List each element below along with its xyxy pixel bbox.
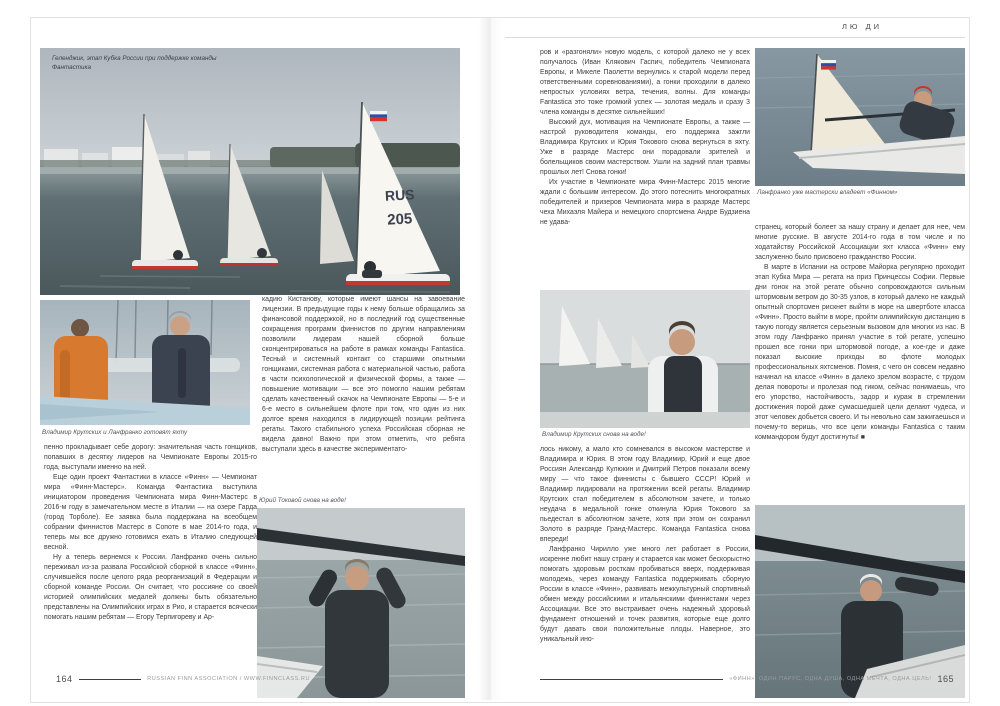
boat-prep-caption: Владимир Крутских и Ланфранко готовят яхту: [42, 429, 188, 436]
right-footer-text: «ФИНН»: ОДИН ПАРУС, ОДНА ДУША, ОДНА МЕЧТА, ОДНА ЦЕЛЬ!: [729, 676, 932, 682]
paragraph: Еще один проект Фантастики в классе «Финн» — Чемпионат мира «Финн-Мастерс». Команда Фантастика выступила инициатором проведения Чемпионата мира Финн-Мастерс в 2016-м году в замечательном месте в Италии — на озере Гарда (город Торболе). Ее заявка была поддержана на всеобщем собрании финнистов Мастерс в Сопоте в мае 2014-го года, и теперь мы все дружно готовимся ехать в Италию следующей весной.: [44, 474, 257, 551]
photo-vladimir-krutskikh: [540, 290, 750, 428]
photo-boat-preparation: [40, 300, 250, 425]
vladimir-photo-caption: Владимир Крутских снова на воде!: [542, 431, 646, 438]
photo-yuri-tokovoy: [257, 508, 465, 698]
photo-lanfranco-sailing: [755, 48, 965, 186]
right-column2: [755, 223, 965, 499]
footer-rule-right: [540, 679, 723, 680]
right-page-number: 165: [937, 674, 954, 684]
left-column-b: [262, 295, 465, 494]
section-header: ЛЮ ДИ: [842, 22, 883, 31]
paragraph: странец, который болеет за нашу страну и делает для нее, чем многие русские. В августе 2014-го года в том числе и по ходатайству Российской Ассоциации яхт класса «Финн» ему заслуженно было присвоено гражданство России.: [755, 224, 965, 261]
russian-flag: [370, 111, 387, 121]
left-page-number: 164: [56, 674, 73, 684]
photo-regatta-gelendzhik: [40, 48, 460, 295]
left-page-footer: [56, 673, 310, 685]
sail-country-label: RUS: [384, 186, 415, 204]
paragraph: ров и «разгоняли» новую модель, с которой далеко не у всех получалось (Иван Клякович Гаспич, победитель Чемпионата Европы, и Микеле Паолетти вернулись к старой модели перед ответственными соревнованиями), а гонки проходили в далеко непростых условиях ветра, течения, волны. Для команды Fantastica это тоже громкий успех — золотая медаль и сразу 3 члена команды в десятке сильнейших!: [540, 49, 750, 116]
paragraph: Ланфранко Чирилло уже много лет работает в России, искренне любит нашу страну и старается как может бескорыстно помогать здоровым росткам пробиваться вверх, поддерживая молодежь, через команду Fantastica поддерживать сборную России в классе «Финн», развивать межкультурный спортивный обмен между российскими и итальянскими финнистами через Ассоциации. Все это выстраивает очень надежный здоровый фундамент отношений и точек развития, которые еще долго будут давать свои положительные плоды. Наверное, это уникальный ино-: [540, 546, 750, 643]
russian-flag-small: [821, 60, 836, 70]
paragraph: Их участие в Чемпионате мира Финн-Мастерс 2015 многие ждали с большим интересом. До этого потеснить многократных победителей и призеров Чемпионата мира в разряде Мастерс чеха Михаэля Майера и немецкого спортсмена Андре Будзиена не удава-: [540, 179, 750, 226]
center-fold: [478, 18, 504, 700]
paragraph: Ну а теперь вернемся к России. Ланфранко очень сильно переживал из-за развала Российской сборной в классе «Финн», случившейся после целого ряда реорганизаций в Федерации и сборной команде России. Он считает, что россияне со своей историей олимпийских медалей должны быть обязательно представлены на Олимпийских играх в Рио, и старается всячески помогать нашим ребятам — Егору Терпигореву и Ар-: [44, 554, 257, 621]
left-footer-text: RUSSIAN FINN ASSOCIATION / WWW.FINNCLASS.RU: [147, 676, 310, 682]
paragraph: пенно прокладывает себе дорогу: значительная часть гонщиков, попавших в десятку лидеров на Чемпионате Европы 2015-го года, выступали именно на ней.: [44, 444, 257, 471]
right-page-footer: [540, 673, 954, 685]
footer-rule: [79, 679, 142, 680]
paragraph: кадию Кистанову, которые имеют шансы на завоевание лицензии. В предыдущие годы к нему больше обращались за финансовой поддержкой, но в последний год существенные сокращения программ финнистов по другим направлениям позволили лидерам нашей сборной больше сконцентрироваться на работе в рамках команды Fantastica. Тесный и системный контакт со старшими опытными гонщиками, системная работа с материальной частью, работа в части психологической и физической формы, а также — повышение мотивации — все это помогло нашим ребятам сделать качественный скачок на Чемпионате Европы — 5-е и 6-е место в сильнейшем флоте при том, что один из них долгое время находился в лидирующей позиции рейтинга регаты. Такого стабильного успеха Российская сборная не видела давно! Важно при этом отметить, что ребята выступали здесь в качестве экспериментато-: [262, 296, 465, 453]
boat-edge: [540, 412, 750, 428]
right-column1-bottom: [540, 445, 750, 667]
paragraph: В марте в Испании на острове Майорка регулярно проходит этап Кубка Мира — регата на приз Принцессы Софии. Первые дни гонок на этой регате обычно сопровождаются сильным штормовым ветром до 30-35 узлов, в который далеко не каждый опытный спортсмен рискнет выйти в море на швертботе класса «Финн». Просто выйти в море, пройти олимпийскую дистанцию в такую погоду является серьезным вызовом для многих из нас. В этом году Ланфранко принял участие в той регате, успешно прошел все гонки при штормовой погоде, а кое-где и даже показал высокие приходы во флоте молодых профессиональных яхтсменов. Помня, с чего он совсем недавно начинал на классе «Финн» в далеко зрелом возрасте, с трудом делая повороты и пролезая под гиком, сейчас понимаешь, что его упорство, настойчивость, задор и кураж в стремлении достижения порой даже сумасшедшей цели делают чудеса, и этот человек добьется своего. И ты невольно сам зажигаешься и почему-то веришь, что все цели команды Fantastica с таким коммандором будут достигнуты! ■: [755, 264, 965, 441]
yuri-photo-caption: Юрий Токовой снова на воде!: [259, 497, 346, 504]
regatta-scene-illustration: [40, 48, 460, 295]
regatta-photo-caption: [52, 55, 342, 72]
left-column-a: [44, 443, 257, 665]
paragraph: лось никому, а мало кто сомневался в высоком мастерстве и Владимира и Юрия. В этом году Владимир, Юрий и еще двое Россиян Александр Кулюкин и Дмитрий Петров показали всему миру — что такое финнисты с бывшего СССР! Юрий и Владимир лидировали на протяжении всей регаты. Владимир Крутских стал победителем в абсолютном зачете, и только неудача в медальной гонке откинула Юрия Токового за пьедестал в абсолютном зачете, хотя при этом он сохранил Золото в разряде Гранд-Мастерс. Команда Fantastica снова впереди!: [540, 446, 750, 543]
regatta-caption-line1: Геленджик, этап Кубка России при поддержке команды: [52, 55, 217, 62]
lanfranco-photo-caption: Ланфранко уже мастерски владеет «Финном»: [757, 189, 898, 196]
right-column1-top: [540, 48, 750, 286]
regatta-caption-line2: Фантастика: [52, 63, 92, 71]
right-page-header-rule: [505, 37, 965, 38]
photo-sailor-white-cap: [755, 505, 965, 698]
sail-number-label: 205: [386, 210, 413, 229]
paragraph: Высокий дух, мотивация на Чемпионате Европы, а также — настрой руководителя команды, его поддержка зажгли Владимира Крутских и Юрия Токового снова вернуться в яхту. Уже в разряде Мастерс они порадовали зрителей и болельщиков своим мастерством. Ушли на задний план травмы прошлых лет! Снова гонки!: [540, 119, 750, 176]
